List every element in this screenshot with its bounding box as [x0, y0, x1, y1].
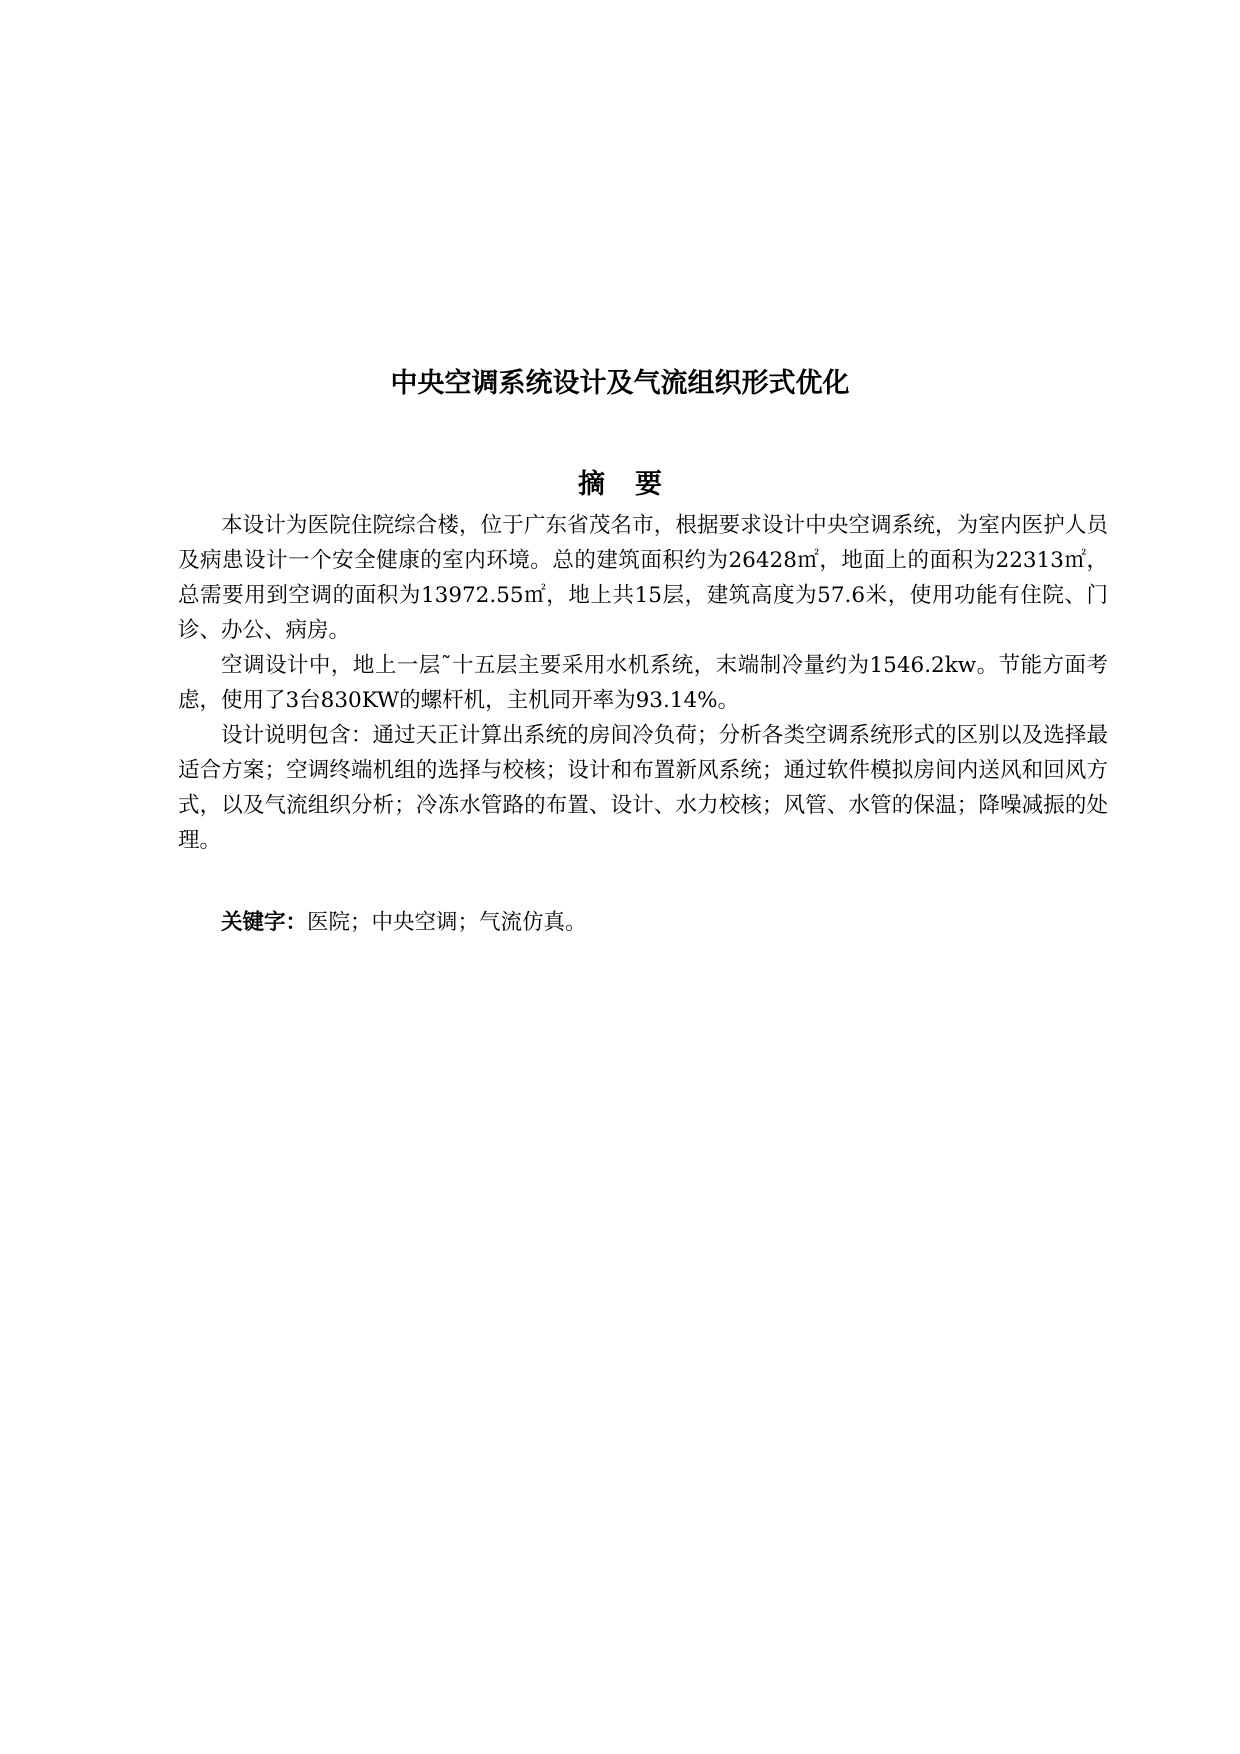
- abstract-heading-char2: 要: [635, 469, 662, 500]
- abstract-paragraph-3: 设计说明包含：通过天正计算出系统的房间冷负荷；分析各类空调系统形式的区别以及选择最适合方案；空调终端机组的选择与校核；设计和布置新风系统；通过软件模拟房间内送风和回风方式，以及气流组织分析；冷冻水管路的布置、设计、水力校核；风管、水管的保温；降噪减振的处理。: [178, 723, 1108, 853]
- abstract-paragraph-2: 空调设计中，地上一层˜十五层主要采用水机系统，末端制冷量约为1546.2kw。节能方面考虑，使用了3台830KW的螺杆机，主机同开率为93.14%。: [178, 653, 1108, 713]
- abstract-heading: [0, 468, 1240, 502]
- keywords-line: [221, 905, 587, 940]
- abstract-body: [178, 508, 1108, 858]
- keywords-label: 关键字：: [221, 910, 308, 935]
- abstract-heading-char1: 摘: [578, 469, 605, 500]
- document-title: 中央空调系统设计及气流组织形式优化: [390, 368, 850, 399]
- keywords-value: 医院；中央空调；气流仿真。: [307, 910, 587, 935]
- abstract-paragraph-1: 本设计为医院住院综合楼，位于广东省茂名市，根据要求设计中央空调系统，为室内医护人员及病患设计一个安全健康的室内环境。总的建筑面积约为26428㎡，地面上的面积为22313㎡，总需要用到空调的面积为13972.55㎡，地上共15层，建筑高度为57.6米，使用功能有住院、门诊、办公、病房。: [178, 513, 1108, 643]
